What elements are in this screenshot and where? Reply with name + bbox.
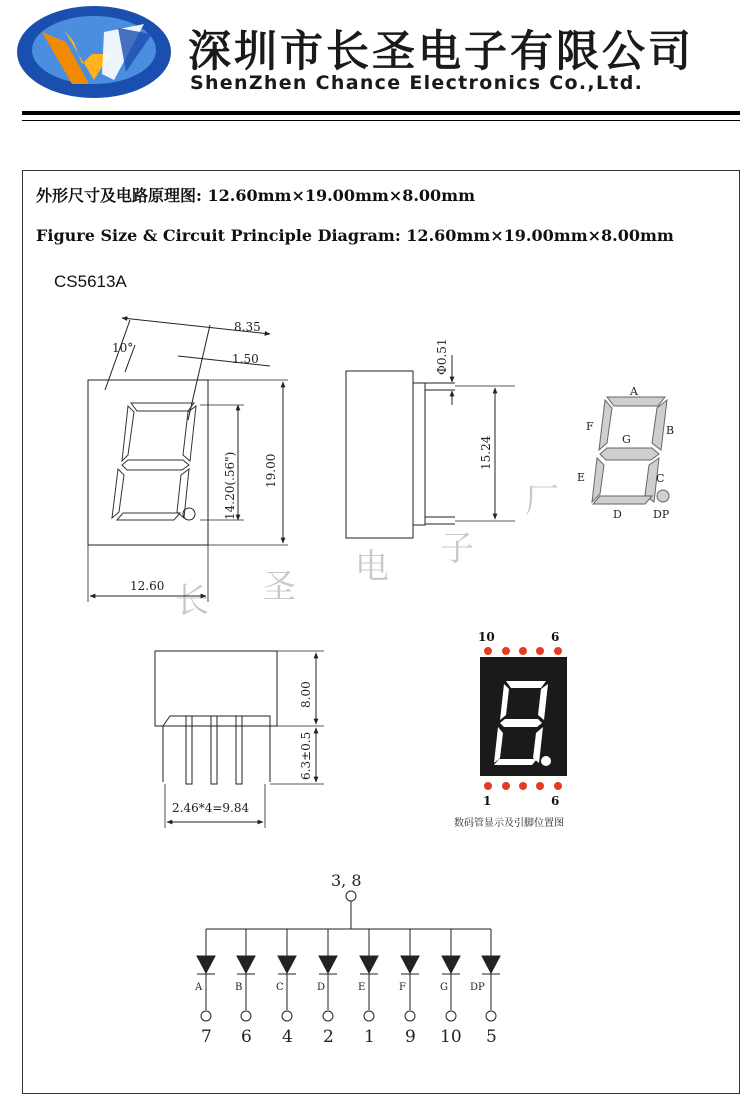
- diode-array: [197, 929, 500, 1021]
- pin-label-bottom-left: 1: [483, 794, 492, 808]
- seg-label-e: E: [577, 471, 586, 484]
- diode-seg-label: C: [276, 982, 284, 993]
- diode-seg-label: D: [317, 982, 326, 993]
- seg-map-e: [592, 458, 604, 502]
- segment-g: [122, 460, 189, 470]
- diode-g: [442, 929, 460, 1021]
- diode-symbol: [197, 956, 215, 973]
- segment-a: [131, 403, 194, 411]
- diode-pin-number: 1: [364, 1027, 375, 1047]
- pin-label-top-left: 10: [478, 630, 495, 644]
- diode-symbol: [401, 956, 419, 973]
- seg-map-d: [593, 496, 652, 504]
- watermark-char-4: 子: [440, 529, 474, 569]
- seg-map-b: [652, 400, 667, 450]
- diode-seg-label: DP: [470, 982, 485, 993]
- diode-pin-number: 5: [486, 1027, 497, 1047]
- pin-terminal: [486, 1011, 496, 1021]
- pinout-caption: 数码管显示及引脚位置图: [454, 818, 564, 829]
- watermark-char-2: 圣: [262, 567, 296, 607]
- title-english: Figure Size & Circuit Principle Diagram: 12.60mm×19.00mm×8.00mm: [36, 226, 674, 245]
- pin-terminal: [323, 1011, 333, 1021]
- diode-pin-number: 4: [282, 1027, 293, 1047]
- common-terminal: [346, 891, 356, 901]
- common-pins-label: 3, 8: [331, 871, 362, 890]
- pin-label-bottom-right: 6: [551, 794, 560, 808]
- pin-terminal: [282, 1011, 292, 1021]
- diode-symbol: [482, 956, 500, 973]
- label-row-spacing: 15.24: [479, 435, 493, 470]
- segment-d: [117, 513, 180, 520]
- pin-terminal: [201, 1011, 211, 1021]
- pin-label-top-right: 6: [551, 630, 560, 644]
- seg-map-dp: [657, 490, 669, 502]
- label-segment-width: 1.50: [232, 352, 259, 366]
- diode-symbol: [237, 956, 255, 973]
- title-chinese: 外形尺寸及电路原理图: 12.60mm×19.00mm×8.00mm: [36, 186, 476, 205]
- seg-label-g: G: [622, 433, 631, 446]
- diode-symbol: [278, 956, 296, 973]
- diode-pin-number: 10: [440, 1027, 462, 1047]
- diode-pin-number: 7: [201, 1027, 212, 1047]
- label-width: 12.60: [130, 579, 165, 593]
- segment-map: [592, 397, 669, 504]
- label-angle: 10°: [112, 341, 134, 355]
- diode-pin-number: 6: [241, 1027, 252, 1047]
- diode-seg-label: A: [195, 982, 203, 993]
- label-height: 19.00: [264, 453, 278, 488]
- diode-pin-number: 9: [405, 1027, 416, 1047]
- diode-b: [237, 929, 255, 1021]
- slant-extension-right: [188, 325, 210, 420]
- diode-c: [278, 929, 296, 1021]
- diode-seg-label: E: [358, 982, 366, 993]
- label-pin-diameter: Φ0.51: [435, 338, 449, 375]
- diode-seg-label: G: [440, 982, 448, 993]
- seg-label-d: D: [613, 508, 622, 521]
- diode-seg-label: B: [235, 982, 243, 993]
- seg-map-g: [600, 448, 659, 460]
- watermark-char-5: 厂: [525, 481, 559, 521]
- segment-c: [177, 469, 189, 518]
- diode-a: [197, 929, 215, 1021]
- side-body: [346, 371, 413, 538]
- company-name-chinese: 深圳市长圣电子有限公司: [188, 27, 694, 77]
- model-number: CS5613A: [54, 272, 127, 291]
- display-body: [480, 657, 567, 776]
- diode-pin-number: 2: [323, 1027, 334, 1047]
- pin-dots-bottom: [484, 782, 562, 790]
- diode-e: [360, 929, 378, 1021]
- pin-terminal: [364, 1011, 374, 1021]
- seg-map-f: [599, 400, 612, 450]
- diode-f: [401, 929, 419, 1021]
- pin-terminal: [446, 1011, 456, 1021]
- watermark-char-1: 长: [175, 581, 209, 621]
- diode-seg-label: F: [399, 982, 406, 993]
- diode-symbol: [360, 956, 378, 973]
- label-pitch: 2.46*4=9.84: [172, 801, 250, 815]
- diode-dp: [482, 929, 500, 1021]
- company-name-english: ShenZhen Chance Electronics Co.,Ltd.: [190, 72, 644, 94]
- seg-label-b: B: [666, 424, 675, 437]
- diode-symbol: [319, 956, 337, 973]
- circuit-diagram: [197, 891, 500, 1021]
- pin-terminal: [405, 1011, 415, 1021]
- seg-label-a: A: [630, 385, 638, 398]
- front-digit-segments: [112, 403, 196, 520]
- diode-d: [319, 929, 337, 1021]
- watermark-char-3: 电: [355, 547, 389, 587]
- seg-map-a: [607, 397, 665, 406]
- label-pin-length: 6.3±0.5: [299, 731, 313, 780]
- pinout-display: [480, 647, 567, 790]
- label-digit-height: 14.20(.56"): [223, 451, 237, 520]
- pin-terminal: [241, 1011, 251, 1021]
- side-pin-block: [413, 383, 425, 525]
- segment-e: [112, 469, 124, 518]
- seg-label-c: C: [656, 472, 665, 485]
- label-body-height: 8.00: [299, 681, 313, 708]
- diode-symbol: [442, 956, 460, 973]
- seg-label-f: F: [586, 420, 594, 433]
- pin-dots-top: [484, 647, 562, 655]
- label-slant-width: 8.35: [234, 320, 261, 334]
- bottom-body: [155, 651, 277, 726]
- seg-label-dp: DP: [653, 508, 670, 521]
- segment-f: [122, 406, 134, 461]
